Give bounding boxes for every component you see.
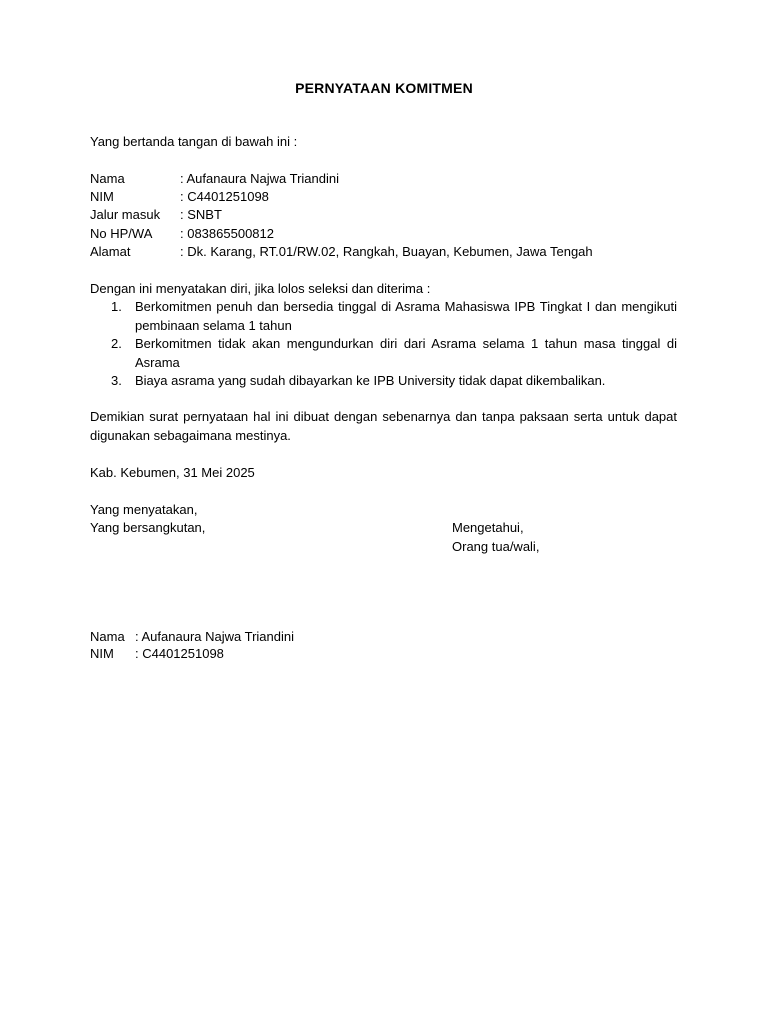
list-item [90,298,677,335]
signature-label-nama: Nama [90,629,125,644]
signature-value-nama: : Aufanaura Najwa Triandini [135,629,294,644]
signatory-left-line1: Yang menyatakan, [90,502,198,517]
identity-label-hp: No HP/WA [90,226,153,241]
identity-label-nim: NIM [90,189,114,204]
list-item-number: 3. [111,373,122,388]
intro-text: Yang bertanda tangan di bawah ini : [90,134,298,149]
list-item-text: Biaya asrama yang sudah dibayarkan ke IPB University tidak dapat dikembalikan. [135,373,606,388]
identity-value-nim: : C4401251098 [180,189,269,204]
signatory-right-line1: Mengetahui, [452,520,524,535]
closing-paragraph: Demikian surat pernyataan hal ini dibuat dengan sebenarnya dan tanpa paksaan serta untuk dapat digunakan sebagaimana mestinya. [90,409,677,443]
commitment-list [90,298,677,391]
identity-value-hp: : 083865500812 [180,226,274,241]
list-item-text: Berkomitmen tidak akan mengundurkan diri dari Asrama selama 1 tahun masa tinggal di Asrama [135,336,677,370]
statement-intro: Dengan ini menyatakan diri, jika lolos seleksi dan diterima : [90,281,431,296]
identity-value-jalur: : SNBT [180,207,222,222]
identity-value-alamat: : Dk. Karang, RT.01/RW.02, Rangkah, Buayan, Kebumen, Jawa Tengah [180,244,593,259]
identity-label-alamat: Alamat [90,244,131,259]
list-item [90,335,677,372]
signature-value-nim: : C4401251098 [135,646,224,661]
document-title: PERNYATAAN KOMITMEN [295,80,473,96]
identity-value-nama: : Aufanaura Najwa Triandini [180,171,339,186]
signatory-right-line2: Orang tua/wali, [452,539,540,554]
list-item-number: 2. [111,336,122,351]
place-date: Kab. Kebumen, 31 Mei 2025 [90,465,255,480]
list-item [90,372,677,391]
list-item-number: 1. [111,299,122,314]
signature-label-nim: NIM [90,646,114,661]
identity-label-jalur: Jalur masuk [90,207,161,222]
identity-label-nama: Nama [90,171,125,186]
signatory-left-line2: Yang bersangkutan, [90,520,206,535]
list-item-text: Berkomitmen penuh dan bersedia tinggal di Asrama Mahasiswa IPB Tingkat I dan mengikuti pembinaan selama 1 tahun [135,299,677,333]
